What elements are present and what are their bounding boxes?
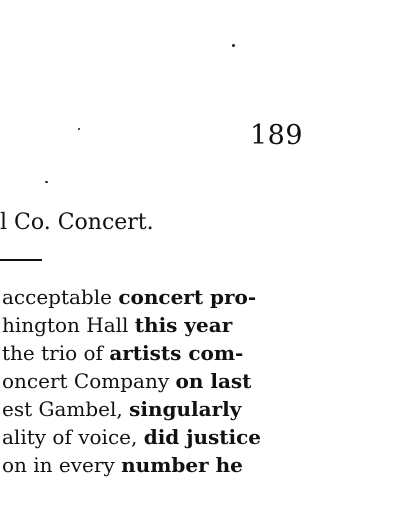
section-heading: l Co. Concert. [0, 210, 154, 235]
text-run-bold: number he [121, 453, 243, 477]
text-run: on in every [2, 453, 122, 477]
text-run-bold: did justice [143, 425, 262, 449]
text-run-bold: singularly [129, 397, 242, 421]
text-run: acceptable [2, 285, 119, 309]
text-line [2, 339, 243, 367]
text-line [2, 451, 243, 479]
ink-speck [78, 128, 80, 130]
text-run-bold: artists com- [109, 341, 244, 365]
page-number: 189 [250, 120, 304, 151]
text-line [2, 367, 251, 395]
text-run-bold: concert pro- [118, 285, 257, 309]
text-line [2, 423, 261, 451]
text-run: ality of voice, [2, 425, 144, 449]
text-line [2, 283, 256, 311]
ink-speck [232, 44, 235, 47]
text-line [2, 311, 232, 339]
text-run-bold: on last [175, 369, 252, 393]
ink-speck [45, 181, 48, 183]
text-line [2, 395, 241, 423]
text-run: hington Hall [2, 313, 135, 337]
text-run: oncert Company [2, 369, 176, 393]
text-run: est Gambel, [2, 397, 130, 421]
text-run-bold: this year [134, 313, 233, 337]
heading-rule [0, 259, 42, 261]
text-run: the trio of [2, 341, 110, 365]
